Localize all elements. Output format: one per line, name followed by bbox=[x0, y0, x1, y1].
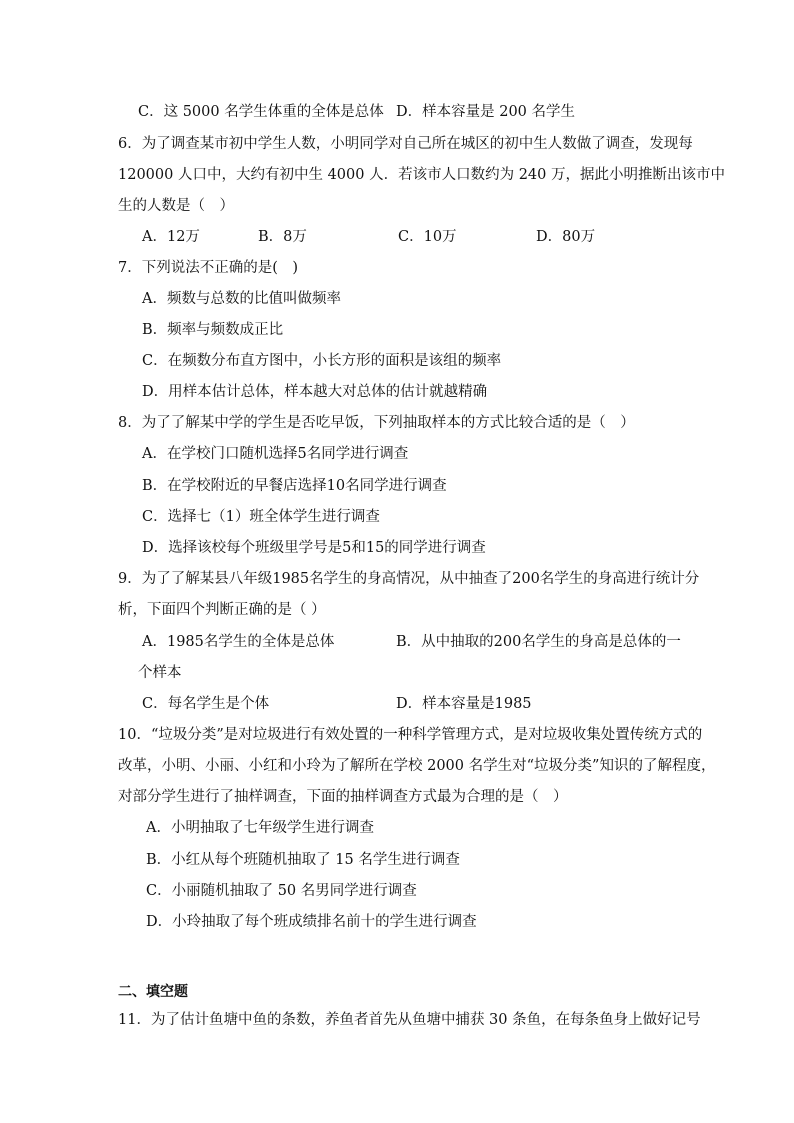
q7-option-c: C．在频数分布直方图中，小长方形的面积是该组的频率 bbox=[142, 353, 502, 369]
q6-option-d: D．80万 bbox=[536, 229, 596, 245]
q10-stem-line2: 改革，小明、小丽、小红和小玲为了解所在学校 2000 名学生对“垃圾分类”知识的了解程度， bbox=[118, 758, 716, 774]
q9-option-d: D．样本容量是1985 bbox=[396, 696, 532, 712]
q10-option-a: A．小明抽取了七年级学生进行调查 bbox=[146, 820, 374, 836]
q9-option-b-continued: 个样本 bbox=[138, 665, 182, 681]
q8-stem: 8．为了了解某中学的学生是否吃早饭，下列抽取样本的方式比较合适的是（ ） bbox=[118, 415, 635, 431]
section-heading-fill-in-blank: 二、填空题 bbox=[118, 984, 188, 1000]
q7-option-d: D．用样本估计总体，样本越大对总体的估计就越精确 bbox=[142, 384, 488, 400]
q6-stem-line3: 生的人数是（ ） bbox=[118, 198, 234, 214]
q6-option-a: A．12万 bbox=[142, 229, 200, 245]
q5-option-c: C．这 5000 名学生体重的全体是总体 bbox=[138, 104, 384, 120]
q8-option-a: A．在学校门口随机选择5名同学进行调查 bbox=[142, 446, 409, 462]
q10-stem-line3: 对部分学生进行了抽样调查，下面的抽样调查方式最为合理的是（ ） bbox=[118, 789, 568, 805]
q9-stem-line2: 析，下面四个判断正确的是（ ） bbox=[118, 602, 326, 618]
q7-option-a: A．频数与总数的比值叫做频率 bbox=[142, 291, 341, 307]
q5-option-d: D．样本容量是 200 名学生 bbox=[396, 104, 576, 120]
q9-option-a: A．1985名学生的全体是总体 bbox=[142, 634, 335, 650]
q9-option-b: B．从中抽取的200名学生的身高是总体的一 bbox=[396, 634, 681, 650]
q10-option-c: C．小丽随机抽取了 50 名男同学进行调查 bbox=[146, 883, 417, 899]
q6-stem-line2: 120000 人口中，大约有初中生 4000 人．若该市人口数约为 240 万，据此小明推断出该市中 bbox=[118, 167, 725, 183]
q6-option-c: C．10万 bbox=[398, 229, 457, 245]
q8-option-b: B．在学校附近的早餐店选择10名同学进行调查 bbox=[142, 478, 447, 494]
q10-option-d: D．小玲抽取了每个班成绩排名前十的学生进行调查 bbox=[146, 914, 477, 930]
q10-option-b: B．小红从每个班随机抽取了 15 名学生进行调查 bbox=[146, 852, 460, 868]
q10-stem-line1: 10．“垃圾分类”是对垃圾进行有效处置的一种科学管理方式，是对垃圾收集处置传统方式的 bbox=[118, 727, 703, 743]
q8-option-c: C．选择七（1）班全体学生进行调查 bbox=[142, 509, 380, 525]
q7-stem: 7．下列说法不正确的是( ) bbox=[118, 260, 299, 276]
q7-option-b: B．频率与频数成正比 bbox=[142, 322, 284, 338]
q9-stem-line1: 9．为了了解某县八年级1985名学生的身高情况，从中抽查了200名学生的身高进行统计分 bbox=[118, 571, 700, 587]
q9-option-c: C．每名学生是个体 bbox=[142, 696, 270, 712]
q11-stem-line1: 11．为了估计鱼塘中鱼的条数，养鱼者首先从鱼塘中捕获 30 条鱼，在每条鱼身上做好记号 bbox=[118, 1012, 701, 1028]
q6-stem-line1: 6．为了调查某市初中学生人数，小明同学对自己所在城区的初中生人数做了调查，发现每 bbox=[118, 136, 693, 152]
q6-option-b: B．8万 bbox=[258, 229, 307, 245]
q8-option-d: D．选择该校每个班级里学号是5和15的同学进行调查 bbox=[142, 540, 486, 556]
